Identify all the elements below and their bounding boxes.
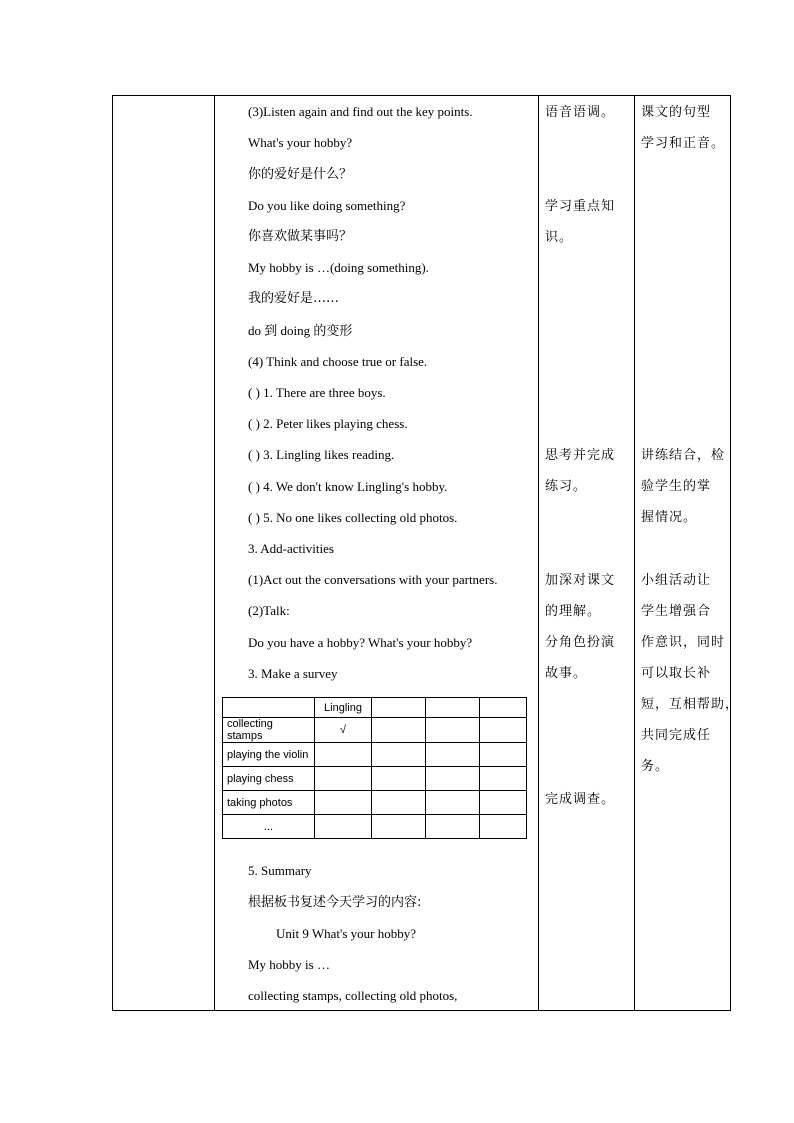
student-activity-a [545,97,631,128]
content-line: (2)Talk: [248,603,290,618]
student-activity-c [545,440,631,502]
intent-text: 共同完成任 [641,728,712,743]
content-line: do 到 doing 的变形 [248,323,353,338]
intent-text: 讲练结合，检 [641,448,726,463]
column-divider [214,96,215,1010]
survey-row [223,815,527,839]
survey-cell [315,767,372,791]
quiz-item: ( ) 4. We don't know Lingling's hobby. [248,479,448,494]
survey-cell [372,718,426,743]
activity-text: 语音语调。 [545,105,616,120]
column-divider [538,96,539,1010]
lesson-table [112,95,740,1011]
survey-cell [426,815,480,839]
content-line: 3. Add-activities [248,541,334,556]
survey-row [223,791,527,815]
survey-row-label: ... [223,815,315,839]
survey-cell [426,767,480,791]
survey-cell [315,815,372,839]
content-line: My hobby is …(doing something). [248,260,429,275]
quiz-item: ( ) 1. There are three boys. [248,385,386,400]
survey-cell [480,815,527,839]
activity-text: 完成调查。 [545,792,616,807]
survey-cell [372,815,426,839]
content-line: Do you have a hobby? What's your hobby? [248,635,473,650]
survey-cell [372,698,426,718]
survey-row [223,743,527,767]
intent-text: 握情况。 [641,510,698,525]
survey-row-label: taking photos [223,791,315,815]
survey-cell [315,743,372,767]
survey-cell [480,718,527,743]
survey-cell [372,767,426,791]
survey-cell: Lingling [315,698,372,718]
design-intent-a [641,97,729,159]
intent-text: 短，互相帮助， [641,697,740,712]
design-intent-b [641,440,729,533]
survey-cell [315,791,372,815]
content-line: (4) Think and choose true or false. [248,354,428,369]
content-line: What's your hobby? [248,135,353,150]
survey-cell [480,743,527,767]
summary-unit-title: Unit 9 What's your hobby? [276,926,417,941]
content-line: 你喜欢做某事吗？ [248,229,353,244]
survey-cell [480,698,527,718]
quiz-item: ( ) 3. Lingling likes reading. [248,447,395,462]
content-line: 3. Make a survey [248,666,338,681]
survey-cell [426,791,480,815]
survey-cell [426,718,480,743]
survey-table [222,697,527,839]
summary-heading: 5. Summary [248,863,312,878]
survey-header-row [223,698,527,718]
content-line: Do you like doing something? [248,198,406,213]
survey-cell [426,743,480,767]
intent-text: 小组活动让 [641,573,712,588]
column-divider [634,96,635,1010]
summary-instruction: 根据板书复述今天学习的内容: [248,895,422,910]
activity-text: 练习。 [545,479,588,494]
survey-cell [372,791,426,815]
intent-text: 验学生的掌 [641,479,712,494]
design-intent-c [641,565,740,782]
activity-text: 的理解。 [545,604,602,619]
activity-text: 识。 [545,230,574,245]
quiz-item: ( ) 5. No one likes collecting old photos. [248,510,458,525]
student-activity-e [545,784,631,815]
activity-text: 故事。 [545,666,588,681]
content-line: (3)Listen again and find out the key points. [248,104,473,119]
intent-text: 学生增强合 [641,604,712,619]
summary-line: My hobby is … [248,957,330,972]
intent-text: 作意识，同时 [641,635,726,650]
survey-row-label: collecting stamps [223,718,315,743]
survey-row [223,767,527,791]
intent-text: 务。 [641,759,670,774]
survey-row-label: playing chess [223,767,315,791]
survey-check: √ [315,718,372,743]
survey-cell [223,698,315,718]
activity-text: 思考并完成 [545,448,616,463]
survey-cell [372,743,426,767]
content-line: 我的爱好是…… [248,291,340,306]
survey-cell [426,698,480,718]
student-activity-d [545,565,631,689]
content-line: 你的爱好是什么？ [248,167,353,182]
activity-text: 加深对课文 [545,573,616,588]
activity-text: 分角色扮演 [545,635,616,650]
intent-text: 可以取长补 [641,666,712,681]
student-activity-b [545,191,631,253]
quiz-item: ( ) 2. Peter likes playing chess. [248,416,408,431]
summary-line: collecting stamps, collecting old photos, [248,988,458,1003]
intent-text: 课文的句型 [641,105,712,120]
survey-cell [480,767,527,791]
survey-row-label: playing the violin [223,743,315,767]
activity-text: 学习重点知 [545,199,616,214]
content-line: (1)Act out the conversations with your partners. [248,572,498,587]
survey-cell [480,791,527,815]
survey-row [223,718,527,743]
intent-text: 学习和正音。 [641,136,726,151]
